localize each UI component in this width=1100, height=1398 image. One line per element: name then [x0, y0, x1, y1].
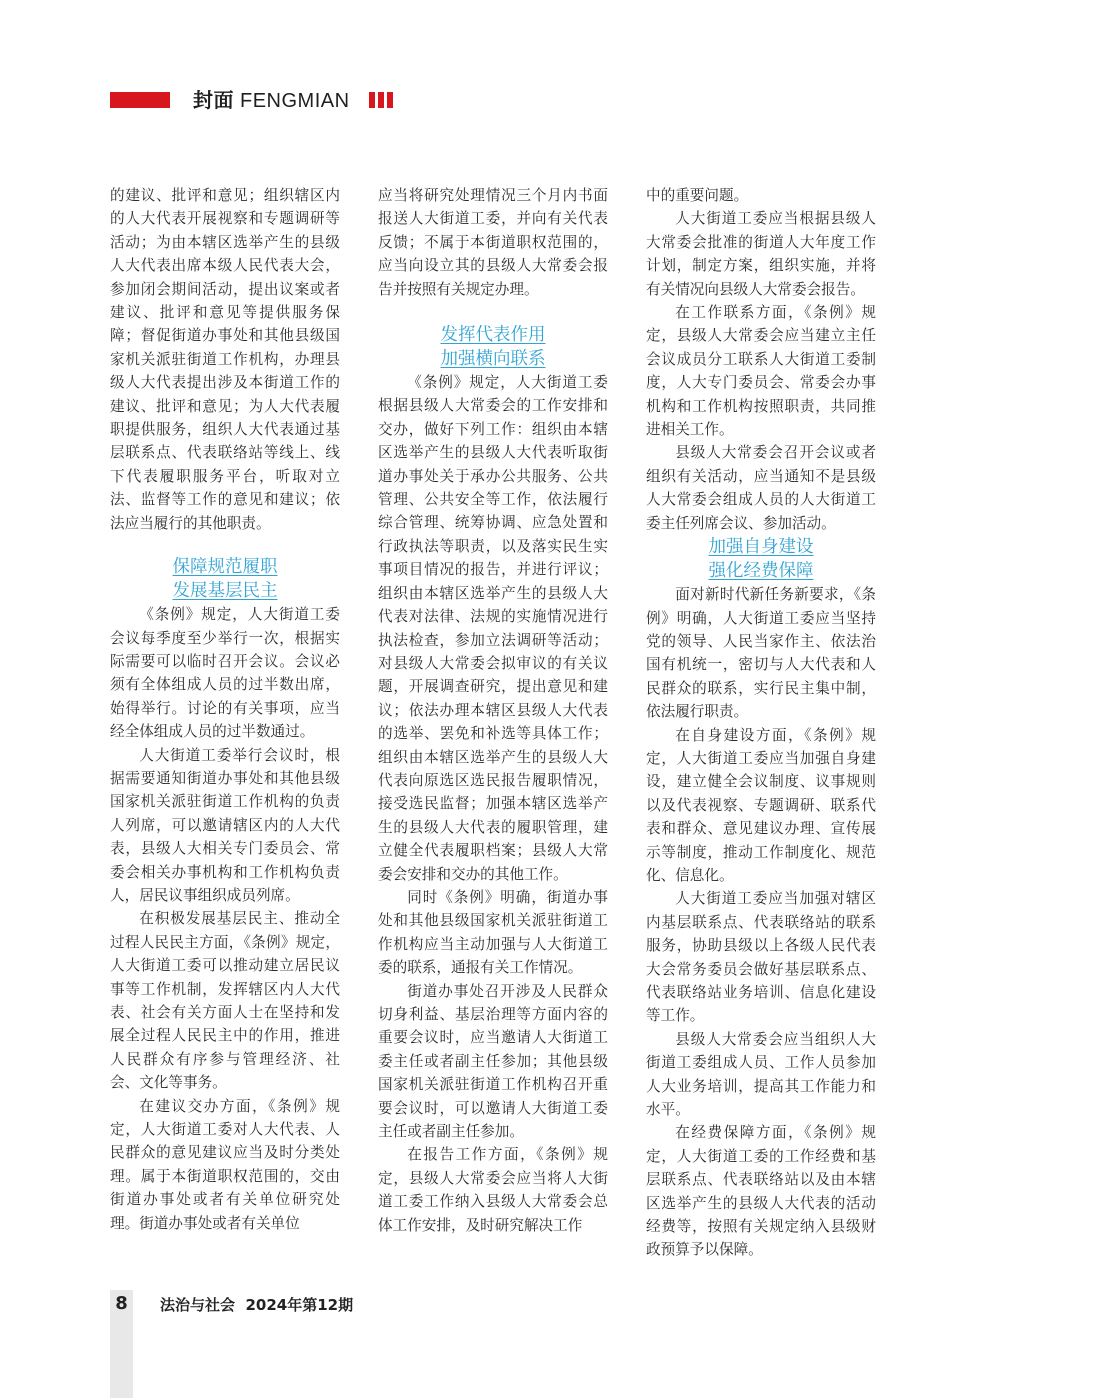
section-heading — [378, 323, 608, 371]
paragraph: 人大街道工委应当根据县级人大常委会批准的街道人大年度工作计划，制定方案，组织实施，并将有关情况向县级人大常委会报告。 — [646, 210, 876, 298]
text-column-1 — [110, 184, 340, 1235]
section-title — [193, 88, 350, 113]
text-column-2 — [378, 184, 608, 1237]
section-heading — [110, 555, 340, 603]
paragraph: 街道办事处召开涉及人民群众切身利益、基层治理等方面内容的重要会议时，应当邀请人大街道工委主任或者副主任参加；其他县级国家机关派驻街道工作机构召开重要会议时，可以邀请人大街道工委主任或者副主任参加。 — [378, 982, 608, 1141]
paragraph: 人大街道工委应当加强对辖区内基层联系点、代表联络站的联系服务，协助县级以上各级人民代表大会常务委员会做好基层联系点、代表联络站业务培训、信息化建设等工作。 — [646, 890, 876, 1025]
section-color-bar — [110, 92, 170, 108]
heading-line-2: 发展基层民主 — [172, 581, 278, 602]
paragraph: 在积极发展基层民主、推动全过程人民民主方面，《条例》规定，人大街道工委可以推动建立居民议事等工作机制，发挥辖区内人大代表、社会有关方面人士在坚持和发展全过程人民民主中的作用，推进人民群众有序参与管理经济、社会、文化等事务。 — [110, 910, 340, 1092]
section-title-cn: 封面 — [193, 88, 234, 112]
paragraph: 的建议、批评和意见；组织辖区内的人大代表开展视察和专题调研等活动；为由本辖区选举产生的县级人大代表出席本级人民代表大会，参加闭会期间活动，提出议案或者建议、批评和意见等提供服务保障；督促街道办事处和其他县级国家机关派驻街道工作机构，办理县级人大代表提出涉及本街道工作的建议、批评和意见；为人大代表履职提供服务，组织人大代表通过基层联系点、代表联络站等线上、线下代表履职服务平台，听取对立法、监督等工作的意见和建议；依法应当履行的其他职责。 — [110, 187, 340, 532]
section-heading — [646, 535, 876, 583]
paragraph: 在经费保障方面，《条例》规定，人大街道工委的工作经费和基层联系点、代表联络站以及由本辖区选举产生的县级人大代表的活动经费等，按照有关规定纳入县级财政预算予以保障。 — [646, 1124, 876, 1259]
paragraph: 中的重要问题。 — [646, 187, 749, 204]
issue-label: 2024年第12期 — [245, 1296, 354, 1314]
heading-line-2: 加强横向联系 — [440, 349, 546, 370]
paragraph: 在工作联系方面，《条例》规定，县级人大常委会应当建立主任会议成员分工联系人大街道工委制度，人大专门委员会、常委会办事机构和工作机构按照职责，共同推进相关工作。 — [646, 304, 876, 439]
paragraph: 《条例》规定，人大街道工委会议每季度至少举行一次，根据实际需要可以临时召开会议。会议必须有全体组成人员的过半数出席，始得举行。讨论的有关事项，应当经全体组成人员的过半数通过。 — [110, 606, 340, 741]
heading-line-1: 保障规范履职 — [172, 557, 278, 578]
paragraph: 人大街道工委举行会议时，根据需要通知街道办事处和其他县级国家机关派驻街道工作机构的负责人列席，可以邀请辖区内的人大代表，县级人大相关专门委员会、常委会相关办事机构和工作机构负责人，居民议事组织成员列席。 — [110, 746, 340, 904]
paragraph: 县级人大常委会召开会议或者组织有关活动，应当通知不是县级人大常委会组成人员的人大街道工委主任列席会议、参加活动。 — [646, 444, 876, 532]
heading-line-2: 强化经费保障 — [708, 561, 814, 582]
paragraph: 在自身建设方面，《条例》规定，人大街道工委应当加强自身建设，建立健全会议制度、议事规则以及代表视察、专题调研、联系代表和群众、意见建议办理、宣传展示等制度，推动工作制度化、规范化、信息化。 — [646, 726, 876, 884]
paragraph: 在报告工作方面，《条例》规定，县级人大常委会应当将人大街道工委工作纳入县级人大常委会总体工作安排，及时研究解决工作 — [378, 1146, 608, 1234]
paragraph: 面对新时代新任务新要求，《条例》明确，人大街道工委应当坚持党的领导、人民当家作主、依法治国有机统一，密切与人大代表和人民群众的联系，实行民主集中制，依法履行职责。 — [646, 586, 876, 721]
heading-line-1: 发挥代表作用 — [440, 325, 546, 346]
text-column-3 — [646, 184, 876, 1262]
paragraph: 县级人大常委会应当组织人大街道工委组成人员、工作人员参加人大业务培训，提高其工作能力和水平。 — [646, 1030, 876, 1119]
page-number: 8 — [115, 1293, 128, 1314]
heading-line-1: 加强自身建设 — [708, 537, 814, 558]
magazine-footer — [160, 1294, 353, 1315]
paragraph: 在建议交办方面，《条例》规定，人大街道工委对人大代表、人民群众的意见建议应当及时分类处理。属于本街道职权范围的，交由街道办事处或者有关单位研究处理。街道办事处或者有关单位 — [110, 1097, 340, 1232]
paragraph: 同时《条例》明确，街道办事处和其他县级国家机关派驻街道工作机构应当主动加强与人大街道工委的联系，通报有关工作情况。 — [378, 888, 608, 977]
magazine-name: 法治与社会 — [160, 1296, 236, 1314]
section-title-en: FENGMIAN — [240, 90, 350, 112]
paragraph: 应当将研究处理情况三个月内书面报送人大街道工委，并向有关代表反馈；不属于本街道职权范围的，应当向设立其的县级人大常委会报告并按照有关规定办理。 — [378, 187, 608, 298]
paragraph: 《条例》规定，人大街道工委根据县级人大常委会的工作安排和交办，做好下列工作：组织由本辖区选举产生的县级人大代表听取街道办事处关于承办公共服务、公共管理、公共安全等工作，依法履行综合管理、统筹协调、应急处置和行政执法等职责，以及落实民生实事项目情况的报告，并进行评议；组织由本辖区选举产生的县级人大代表对法律、法规的实施情况进行执法检查，参加立法调研等活动；对县级人大常委会拟审议的有关议题，开展调查研究，提出意见和建议；依法办理本辖区县级人大代表的选举、罢免和补选等具体工作；组织由本辖区选举产生的县级人大代表向原选区选民报告履职情况，接受选民监督；加强本辖区选举产生的县级人大代表的履职管理，建立健全代表履职档案；县级人大常委会安排和交办的其他工作。 — [378, 374, 608, 883]
